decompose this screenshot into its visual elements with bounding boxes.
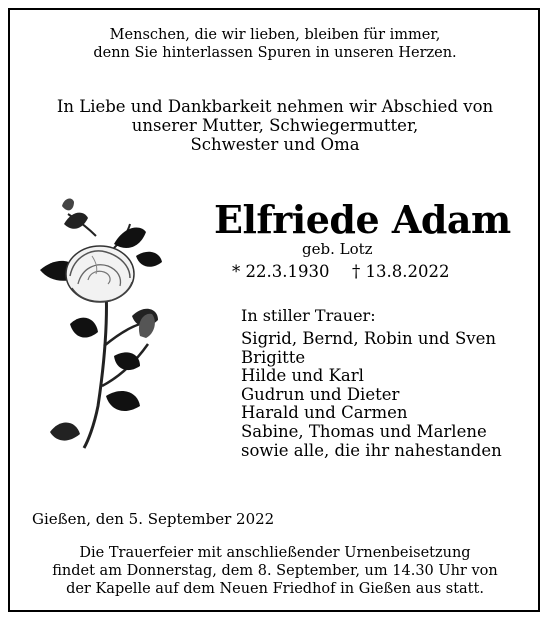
verse-line-1: Menschen, die wir lieben, bleiben für immer, bbox=[109, 27, 441, 43]
mourner-line: Sigrid, Bernd, Robin und Sven bbox=[241, 329, 496, 348]
verse bbox=[0, 26, 550, 62]
service-info bbox=[0, 544, 550, 598]
intro-line-3: Schwester und Oma bbox=[190, 135, 360, 154]
mourner-line: Brigitte bbox=[241, 347, 306, 367]
service-line-3: der Kapelle auf dem Neuen Friedhof in Gießen aus statt. bbox=[66, 581, 484, 597]
intro-line-2: unserer Mutter, Schwiegermutter, bbox=[131, 116, 419, 135]
mourner-line: Sabine, Thomas und Marlene bbox=[241, 421, 487, 441]
maiden-name: geb. Lotz bbox=[302, 240, 373, 258]
mourner-line: Gudrun und Dieter bbox=[241, 384, 400, 404]
death-date: † 13.8.2022 bbox=[352, 262, 450, 281]
intro-line-1: In Liebe und Dankbarkeit nehmen wir Abschied von bbox=[56, 97, 494, 116]
mourner-line: sowie alle, die ihr nahestanden bbox=[241, 440, 502, 460]
verse-line-2: denn Sie hinterlassen Spuren in unseren Herzen. bbox=[93, 45, 457, 61]
deceased-name: Elfriede Adam bbox=[214, 197, 511, 242]
service-line-1: Die Trauerfeier mit anschließender Urnenbeisetzung bbox=[79, 545, 471, 561]
mourner-line: Harald und Carmen bbox=[241, 403, 408, 423]
birth-date: * 22.3.1930 bbox=[232, 262, 330, 281]
mourners-list bbox=[241, 330, 502, 460]
mourners-heading: In stiller Trauer: bbox=[241, 306, 376, 325]
place-and-date: Gießen, den 5. September 2022 bbox=[32, 510, 275, 528]
life-dates bbox=[232, 262, 449, 281]
mourner-line: Hilde und Karl bbox=[241, 366, 364, 386]
rose-icon bbox=[36, 196, 176, 452]
service-line-2: findet am Donnerstag, dem 8. September, um 14.30 Uhr von bbox=[52, 563, 498, 579]
intro-text bbox=[0, 97, 550, 154]
